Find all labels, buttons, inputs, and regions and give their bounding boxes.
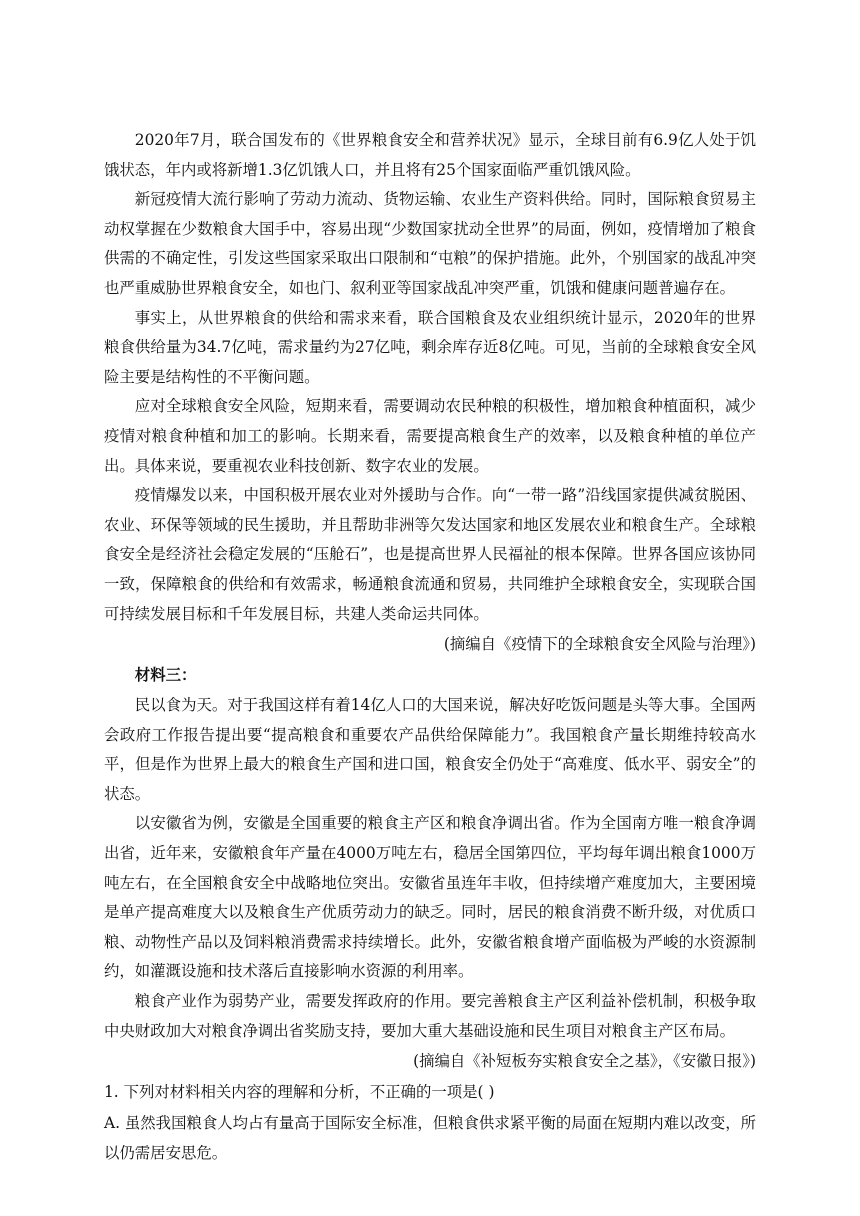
question-1-stem: 1. 下列对材料相关内容的理解和分析，不正确的一项是( )	[104, 1083, 495, 1102]
material2-paragraph-2: 新冠疫情大流行影响了劳动力流动、货物运输、农业生产资料供给。同时，国际粮食贸易主动权掌握在少数粮食大国手中，容易出现“少数国家扰动全世界”的局面，例如，疫情增加了粮食供需的不确定性，引发这些国家采取出口限制和“屯粮”的保护措施。此外，个别国家的战乱冲突也严重威胁世界粮食安全，如也门、叙利亚等国家战乱冲突严重，饥饿和健康问题普遍存在。	[104, 190, 756, 297]
material2-source: (摘编自《疫情下的全球粮食安全风险与治理》)	[443, 635, 756, 654]
question-1-option-a: A. 虽然我国粮食人均占有量高于国际安全标准，但粮食供求紧平衡的局面在短期内难以改变，所以仍需居安思危。	[104, 1114, 756, 1163]
material2-paragraph-5: 疫情爆发以来，中国积极开展农业对外援助与合作。向“一带一路”沿线国家提供减贫脱困、农业、环保等领域的民生援助，并且帮助非洲等欠发达国家和地区发展农业和粮食生产。全球粮食安全是经济社会稳定发展的“压舱石”，也是提高世界人民福祉的根本保障。世界各国应该协同一致，保障粮食的供给和有效需求，畅通粮食流通和贸易，共同维护全球粮食安全，实现联合国可持续发展目标和千年发展目标，共建人类命运共同体。	[104, 486, 756, 623]
material3-paragraph-2: 以安徽省为例，安徽是全国重要的粮食主产区和粮食净调出省。作为全国南方唯一粮食净调出省，近年来，安徽粮食年产量在4000万吨左右，稳居全国第四位，平均每年调出粮食1000万吨左右，在全国粮食安全中战略地位突出。安徽省虽连年丰收，但持续增产难度加大，主要困境是单产提高难度大以及粮食生产优质劳动力的缺乏。同时，居民的粮食消费不断升级，对优质口粮、动物性产品以及饲料粮消费需求持续增长。此外，安徽省粮食增产面临极为严峻的水资源制约，如灌溉设施和技术落后直接影响水资源的利用率。	[104, 814, 756, 981]
material2-paragraph-1: 2020年7月，联合国发布的《世界粮食安全和营养状况》显示，全球目前有6.9亿人处于饥饿状态，年内或将新增1.3亿饥饿人口，并且将有25个国家面临严重饥饿风险。	[104, 131, 756, 179]
material2-paragraph-3: 事实上，从世界粮食的供给和需求来看，联合国粮食及农业组织统计显示，2020年的世界粮食供给量为34.7亿吨，需求量约为27亿吨，剩余库存近8亿吨。可见，当前的全球粮食安全风险主要是结构性的不平衡问题。	[104, 308, 756, 386]
material3-heading: 材料三：	[134, 666, 197, 685]
material3-source: (摘编自《补短板夯实粮食安全之基》，《安徽日报》)	[413, 1052, 756, 1071]
document-body	[104, 126, 756, 1168]
material3-paragraph-3: 粮食产业作为弱势产业，需要发挥政府的作用。要完善粮食主产区利益补偿机制，积极争取中央财政加大对粮食净调出省奖励支持，要加大重大基础设施和民生项目对粮食主产区布局。	[104, 992, 756, 1040]
material3-paragraph-1: 民以食为天。对于我国这样有着14亿人口的大国来说，解决好吃饭问题是头等大事。全国两会政府工作报告提出要“提高粮食和重要农产品供给保障能力”。我国粮食产量长期维持较高水平，但是作为世界上最大的粮食生产国和进口国，粮食安全仍处于“高难度、低水平、弱安全”的状态。	[104, 696, 756, 803]
material2-paragraph-4: 应对全球粮食安全风险，短期来看，需要调动农民种粮的积极性，增加粮食种植面积，减少疫情对粮食种植和加工的影响。长期来看，需要提高粮食生产的效率，以及粮食种植的单位产出。具体来说，要重视农业科技创新、数字农业的发展。	[104, 397, 756, 475]
